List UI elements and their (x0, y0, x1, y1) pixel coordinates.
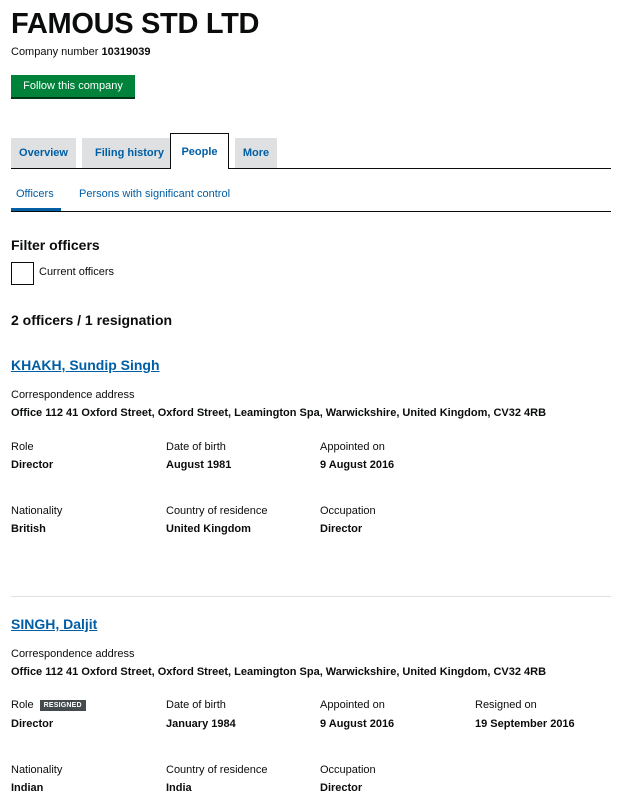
address-label: Correspondence address (11, 648, 135, 660)
tab-more[interactable]: More (235, 138, 277, 168)
resigned-label: Resigned on (475, 699, 537, 711)
occupation-label: Occupation (320, 505, 376, 517)
subtab-persons-significant-control[interactable]: Persons with significant control (79, 188, 231, 200)
nationality-label: Nationality (11, 505, 63, 517)
residence-label: Country of residence (166, 764, 268, 776)
dob-label: Date of birth (166, 441, 226, 453)
occupation-value: Director (320, 782, 363, 794)
dob-value: August 1981 (166, 459, 232, 471)
role-label: Role (11, 441, 34, 453)
tab-overview[interactable]: Overview (11, 138, 76, 168)
role-label (11, 699, 86, 711)
role-value: Director (11, 459, 54, 471)
company-number (11, 46, 150, 58)
company-number-label: Company number (11, 46, 99, 58)
occupation-label: Occupation (320, 764, 376, 776)
tab-filing-history[interactable]: Filing history (82, 138, 177, 168)
nationality-value: British (11, 523, 46, 535)
address-value: Office 112 41 Oxford Street, Oxford Street, Leamington Spa, Warwickshire, United Kingdom, CV32 4RB (11, 666, 547, 678)
appointed-label: Appointed on (320, 441, 385, 453)
role-value: Director (11, 718, 54, 730)
address-label: Correspondence address (11, 389, 135, 401)
main-tabs (11, 133, 611, 169)
sub-tabs (11, 182, 611, 212)
appointed-value: 9 August 2016 (320, 718, 395, 730)
subtab-active-indicator (11, 208, 61, 211)
nationality-label: Nationality (11, 764, 63, 776)
current-officers-checkbox[interactable] (11, 262, 34, 285)
dob-label: Date of birth (166, 699, 226, 711)
residence-label: Country of residence (166, 505, 268, 517)
residence-value: United Kingdom (166, 523, 251, 535)
resigned-badge: RESIGNED (40, 700, 86, 711)
residence-value: India (166, 782, 192, 794)
subtab-officers[interactable]: Officers (16, 188, 54, 200)
company-title: FAMOUS STD LTD (11, 8, 260, 40)
appointed-value: 9 August 2016 (320, 459, 395, 471)
appointed-label: Appointed on (320, 699, 385, 711)
current-officers-label[interactable]: Current officers (39, 266, 114, 278)
tab-people[interactable]: People (170, 133, 229, 169)
role-label-text: Role (11, 699, 34, 711)
officer-name-link[interactable]: SINGH, Daljit (11, 616, 98, 632)
officers-count: 2 officers / 1 resignation (11, 312, 173, 328)
nationality-value: Indian (11, 782, 44, 794)
address-value: Office 112 41 Oxford Street, Oxford Street, Leamington Spa, Warwickshire, United Kingdom, CV32 4RB (11, 407, 547, 419)
occupation-value: Director (320, 523, 363, 535)
follow-company-button[interactable]: Follow this company (11, 75, 135, 99)
officer-divider (11, 596, 611, 597)
filter-heading: Filter officers (11, 237, 100, 253)
dob-value: January 1984 (166, 718, 236, 730)
resigned-value: 19 September 2016 (475, 718, 575, 730)
company-number-value: 10319039 (101, 46, 151, 58)
officer-name-link[interactable]: KHAKH, Sundip Singh (11, 357, 160, 373)
